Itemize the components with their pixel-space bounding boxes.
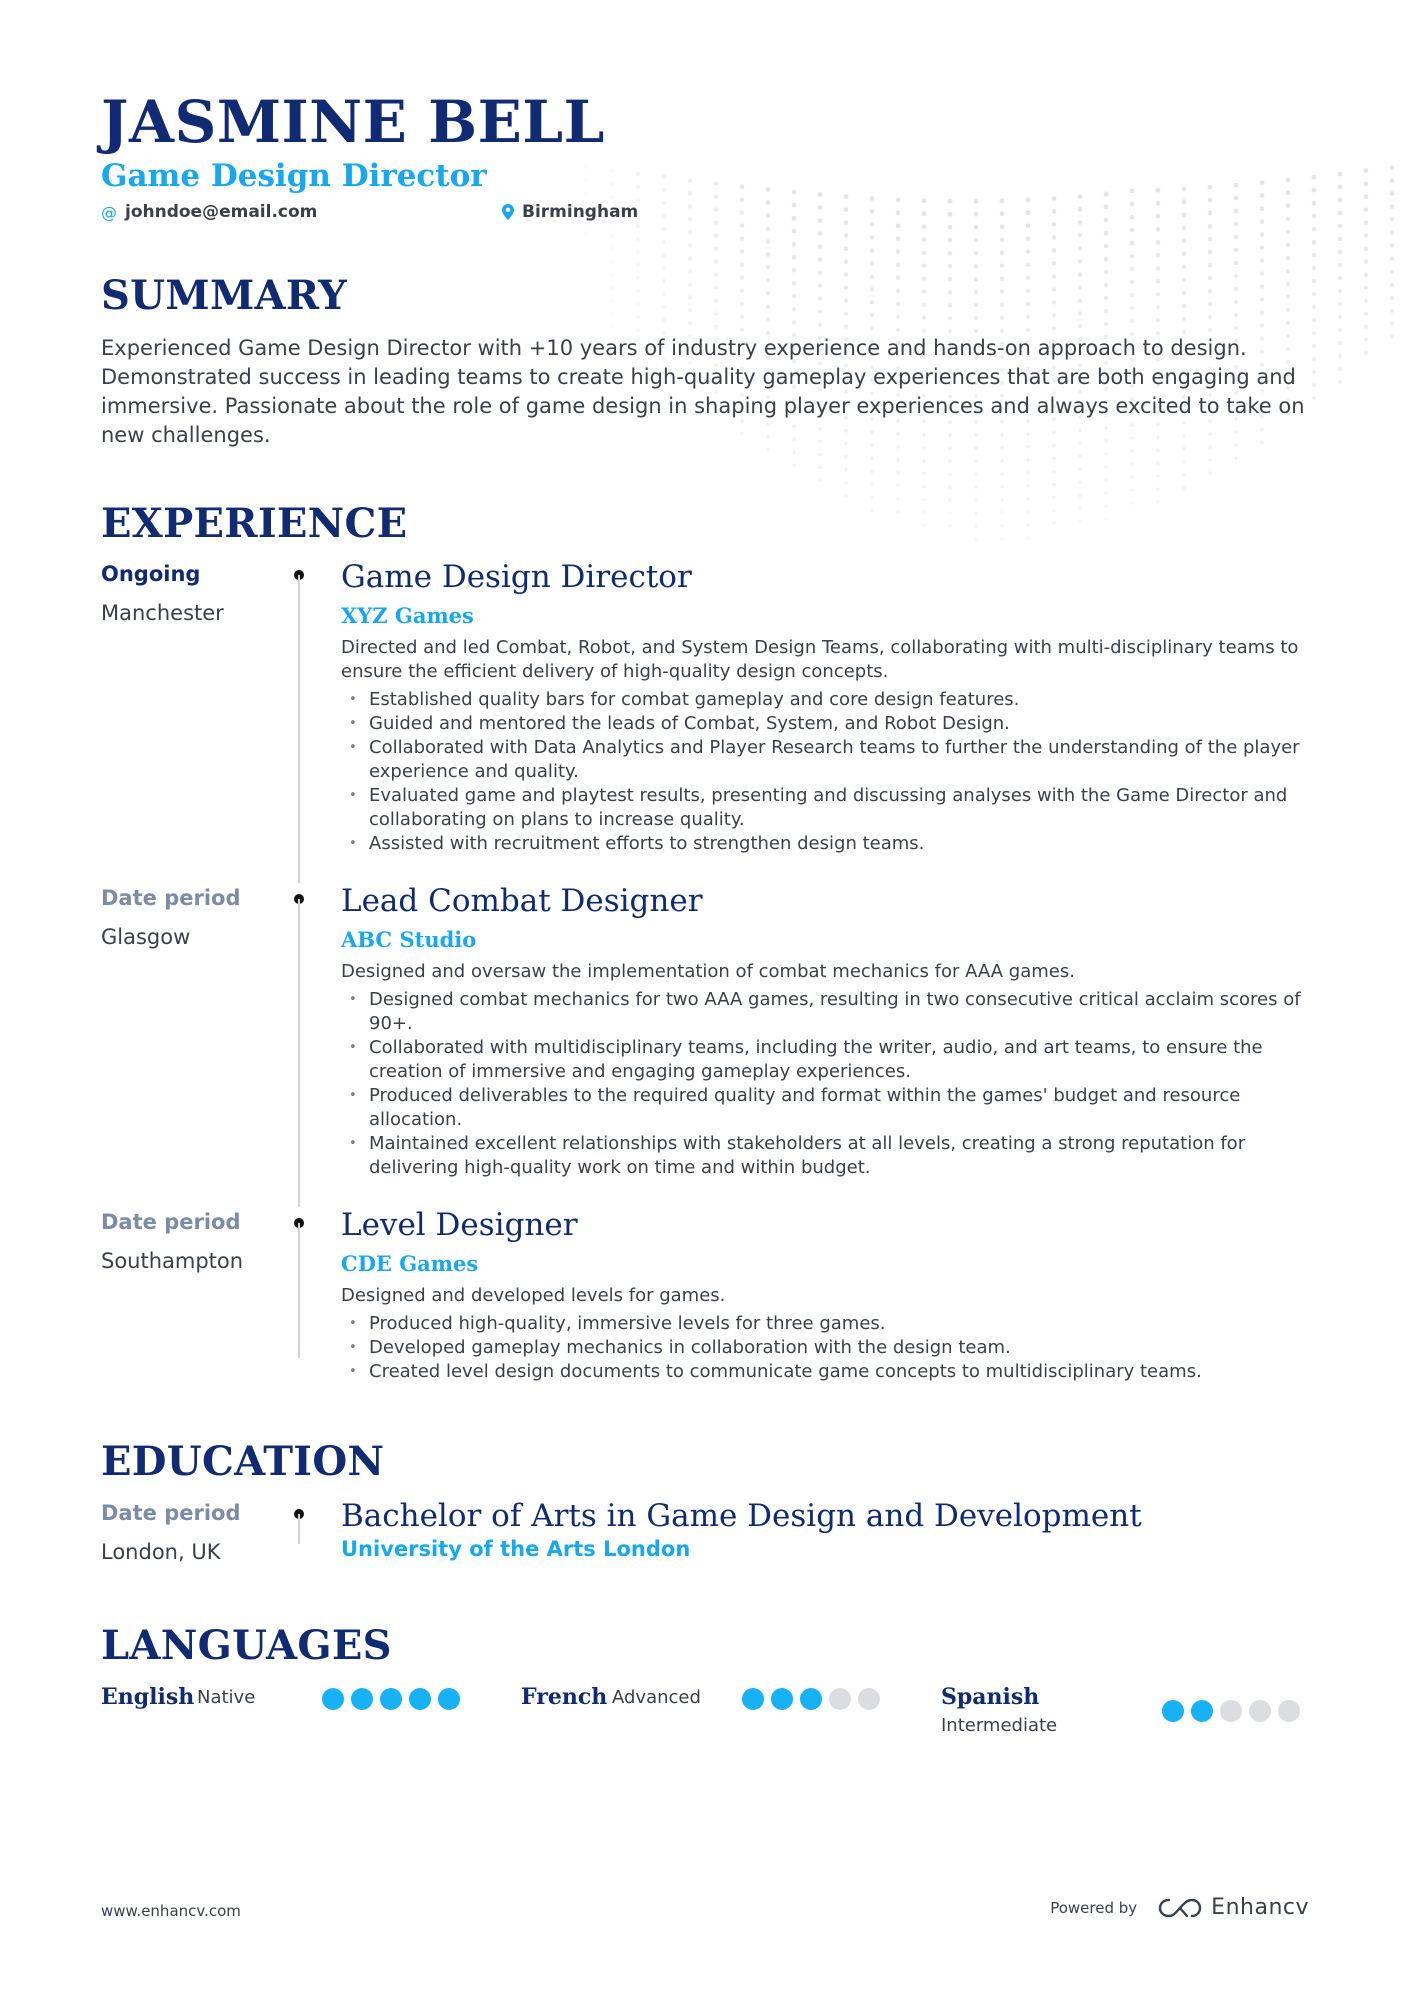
timeline-line (298, 1514, 300, 1544)
job-entry (341, 882, 1321, 1180)
language-rating (322, 1688, 460, 1710)
rating-dot-filled (742, 1688, 764, 1710)
education-school: University of the Arts London (341, 1537, 691, 1561)
language-name: French (521, 1684, 608, 1710)
rating-dot-filled (322, 1688, 344, 1710)
job-location: Southampton (101, 1249, 244, 1273)
powered-by-label: Powered by (1050, 1898, 1138, 1917)
timeline-line (298, 899, 300, 1207)
timeline-line (298, 575, 300, 883)
location-text: Birmingham (522, 202, 639, 222)
job-bullets (341, 988, 1321, 1180)
candidate-title: Game Design Director (101, 158, 487, 194)
language-name: Spanish (941, 1684, 1040, 1710)
languages-heading: LANGUAGES (101, 1622, 392, 1669)
list-item: • Collaborated with Data Analytics and Player Research teams to further the understanding of the player experience and quality. (341, 736, 1321, 784)
job-description: Designed and developed levels for games. (341, 1285, 726, 1306)
list-item: • Established quality bars for combat gameplay and core design features. (341, 688, 1321, 712)
list-item: • Collaborated with multidisciplinary teams, including the writer, audio, and art teams, to ensure the creation of immersive and engaging gameplay experiences. (341, 1036, 1321, 1084)
job-title: Lead Combat Designer (341, 883, 703, 919)
rating-dot-empty (1220, 1700, 1242, 1722)
education-location: London, UK (101, 1540, 221, 1564)
job-bullets (341, 1312, 1321, 1384)
map-pin-icon (502, 204, 514, 220)
rating-dot-filled (771, 1688, 793, 1710)
candidate-name: JASMINE BELL (101, 88, 605, 156)
at-icon: @ (101, 202, 117, 222)
rating-dot-empty (1278, 1700, 1300, 1722)
job-company: XYZ Games (341, 603, 474, 628)
job-company: ABC Studio (341, 927, 477, 952)
education-heading: EDUCATION (101, 1438, 385, 1485)
job-bullets (341, 688, 1321, 856)
rating-dot-filled (438, 1688, 460, 1710)
timeline-line (298, 1223, 300, 1358)
job-title: Game Design Director (341, 559, 692, 595)
brand-text: Enhancv (1211, 1895, 1309, 1920)
rating-dot-filled (800, 1688, 822, 1710)
footer-website[interactable]: www.enhancv.com (101, 1902, 241, 1920)
list-item: • Assisted with recruitment efforts to strengthen design teams. (341, 832, 1321, 856)
job-description: Designed and oversaw the implementation of combat mechanics for AAA games. (341, 961, 1075, 982)
language-level: Advanced (612, 1687, 701, 1708)
rating-dot-filled (1162, 1700, 1184, 1722)
job-date: Date period (101, 886, 241, 910)
list-item: • Developed gameplay mechanics in collaboration with the design team. (341, 1336, 1321, 1360)
rating-dot-empty (829, 1688, 851, 1710)
job-entry (341, 1206, 1321, 1384)
list-item: • Maintained excellent relationships with stakeholders at all levels, creating a strong reputation for delivering high-quality work on time and within budget. (341, 1132, 1321, 1180)
list-item: • Evaluated game and playtest results, presenting and discussing analyses with the Game Director and collaborating on plans to increase quality. (341, 784, 1321, 832)
contact-location (502, 202, 638, 222)
job-date: Date period (101, 1210, 241, 1234)
job-location: Glasgow (101, 925, 191, 949)
footer-brand[interactable] (1050, 1895, 1309, 1920)
language-rating (1162, 1700, 1300, 1722)
summary-heading: SUMMARY (101, 272, 348, 319)
job-location: Manchester (101, 601, 224, 625)
rating-dot-empty (858, 1688, 880, 1710)
education-entry (341, 1497, 1321, 1561)
job-entry (341, 558, 1321, 856)
list-item: • Produced deliverables to the required quality and format within the games' budget and resource allocation. (341, 1084, 1321, 1132)
contact-email[interactable] (101, 202, 317, 222)
rating-dot-filled (409, 1688, 431, 1710)
list-item: • Produced high-quality, immersive levels for three games. (341, 1312, 1321, 1336)
rating-dot-filled (1191, 1700, 1213, 1722)
rating-dot-filled (351, 1688, 373, 1710)
enhancv-logo-icon (1157, 1897, 1203, 1919)
language-name: English (101, 1684, 195, 1710)
language-rating (742, 1688, 880, 1710)
job-title: Level Designer (341, 1207, 578, 1243)
job-company: CDE Games (341, 1251, 479, 1276)
job-date: Ongoing (101, 562, 201, 586)
education-date: Date period (101, 1501, 241, 1525)
job-description: Directed and led Combat, Robot, and System Design Teams, collaborating with multi-disciplinary teams to ensure the efficient delivery of high-quality design concepts. (341, 637, 1299, 682)
summary-text: Experienced Game Design Director with +10 years of industry experience and hands-on approach to design. Demonstrated success in leading teams to create high-quality gameplay experiences that are both engaging and immersive. Passionate about the role of game design in shaping player experiences and always excited to take on new challenges. (101, 336, 1305, 447)
enhancv-logo (1157, 1895, 1309, 1920)
list-item: • Designed combat mechanics for two AAA games, resulting in two consecutive critical acclaim scores of 90+. (341, 988, 1321, 1036)
education-degree: Bachelor of Arts in Game Design and Development (341, 1498, 1142, 1534)
experience-heading: EXPERIENCE (101, 500, 408, 547)
language-level: Native (197, 1687, 256, 1708)
language-level: Intermediate (941, 1715, 1058, 1736)
email-text: johndoe@email.com (125, 202, 318, 222)
list-item: • Guided and mentored the leads of Combat, System, and Robot Design. (341, 712, 1321, 736)
rating-dot-empty (1249, 1700, 1271, 1722)
list-item: • Created level design documents to communicate game concepts to multidisciplinary teams. (341, 1360, 1321, 1384)
rating-dot-filled (380, 1688, 402, 1710)
